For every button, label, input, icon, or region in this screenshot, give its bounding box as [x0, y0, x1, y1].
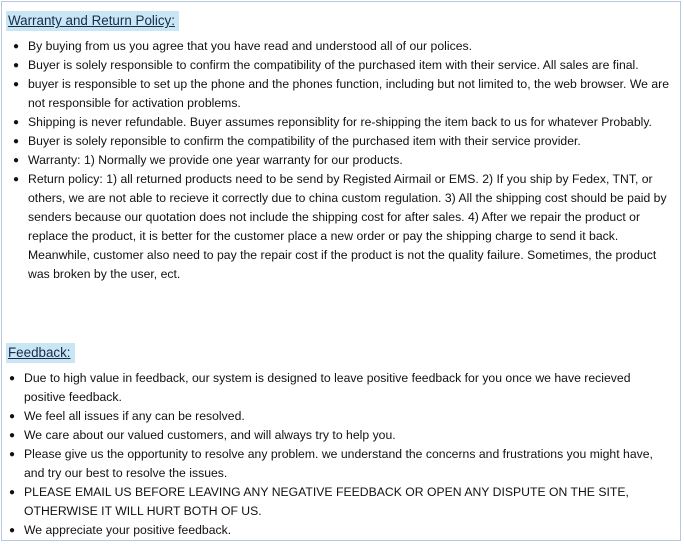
bullet-icon: ● — [8, 373, 16, 384]
list-item-text: Buyer is solely reponsible to confirm the compatibility of the purchased item with their service provider. — [28, 134, 581, 148]
list-item-text: Shipping is never refundable. Buyer assumes reponsiblity for re-shipping the item back to us for whatever Probably. — [28, 115, 652, 129]
list-item — [6, 521, 674, 540]
list-item-text: We care about our valued customers, and will always try to help you. — [24, 428, 396, 442]
bullet-icon: ● — [8, 430, 16, 441]
feedback-heading: Feedback: — [6, 343, 75, 363]
bullet-icon: ● — [12, 60, 20, 71]
warranty-heading: Warranty and Return Policy: — [6, 11, 179, 31]
list-item — [6, 56, 674, 75]
list-item — [6, 445, 674, 483]
warranty-section — [6, 11, 674, 284]
list-item — [6, 75, 674, 113]
feedback-section — [6, 343, 674, 540]
list-item — [6, 113, 674, 132]
list-item — [6, 407, 674, 426]
list-item-text: PLEASE EMAIL US BEFORE LEAVING ANY NEGATIVE FEEDBACK OR OPEN ANY DISPUTE ON THE SITE, OTHERWISE IT WILL HURT BOTH OF US. — [24, 485, 629, 518]
bullet-icon: ● — [12, 79, 20, 90]
list-item — [6, 426, 674, 445]
list-item-text: By buying from us you agree that you have read and understood all of our polices. — [28, 39, 473, 53]
bullet-icon: ● — [8, 449, 16, 460]
bullet-icon: ● — [8, 487, 16, 498]
list-item-text: We appreciate your positive feedback. — [24, 523, 232, 537]
feedback-list — [6, 369, 674, 540]
list-item-text: Buyer is solely responsible to confirm the compatibility of the purchased item with their service. All sales are final. — [28, 58, 639, 72]
bullet-icon: ● — [8, 525, 16, 536]
list-item-text: buyer is responsible to set up the phone and the phones function, including but not limited to, the web browser. We are not responsible for activation problems. — [28, 77, 670, 110]
list-item-text: Warranty: 1) Normally we provide one year warranty for our products. — [28, 153, 403, 167]
list-item-text: We feel all issues if any can be resolved. — [24, 409, 245, 423]
list-item — [6, 132, 674, 151]
bullet-icon: ● — [12, 117, 20, 128]
bullet-icon: ● — [12, 155, 20, 166]
bullet-icon: ● — [8, 411, 16, 422]
list-item — [6, 170, 674, 284]
list-item-text: Return policy: 1) all returned products need to be send by Registed Airmail or EMS. 2) If you ship by Fedex, TNT, or others, we are not able to recieve it correctly due to china custom regulation. 3) All the shipping cost should be paid by senders because our quotation does not include the shipping cost for after sales. 4) After we repair the product or replace the product, it is better for the customer place a new order or pay the shipping charge to send it back. Meanwhile, customer also need to pay the repair cost if the product is not the quality failure. Sometimes, the product was broken by the user, ect. — [28, 172, 667, 281]
list-item — [6, 37, 674, 56]
list-item — [6, 483, 674, 521]
list-item-text: Due to high value in feedback, our system is designed to leave positive feedback for you once we have recieved positive feedback. — [24, 371, 631, 404]
bullet-icon: ● — [12, 41, 20, 52]
warranty-list — [6, 37, 674, 284]
list-item — [6, 151, 674, 170]
list-item-text: Please give us the opportunity to resolve any problem. we understand the concerns and frustrations you might have, and try our best to resolve the issues. — [24, 447, 653, 480]
bullet-icon: ● — [12, 136, 20, 147]
list-item — [6, 369, 674, 407]
bullet-icon: ● — [12, 174, 20, 185]
